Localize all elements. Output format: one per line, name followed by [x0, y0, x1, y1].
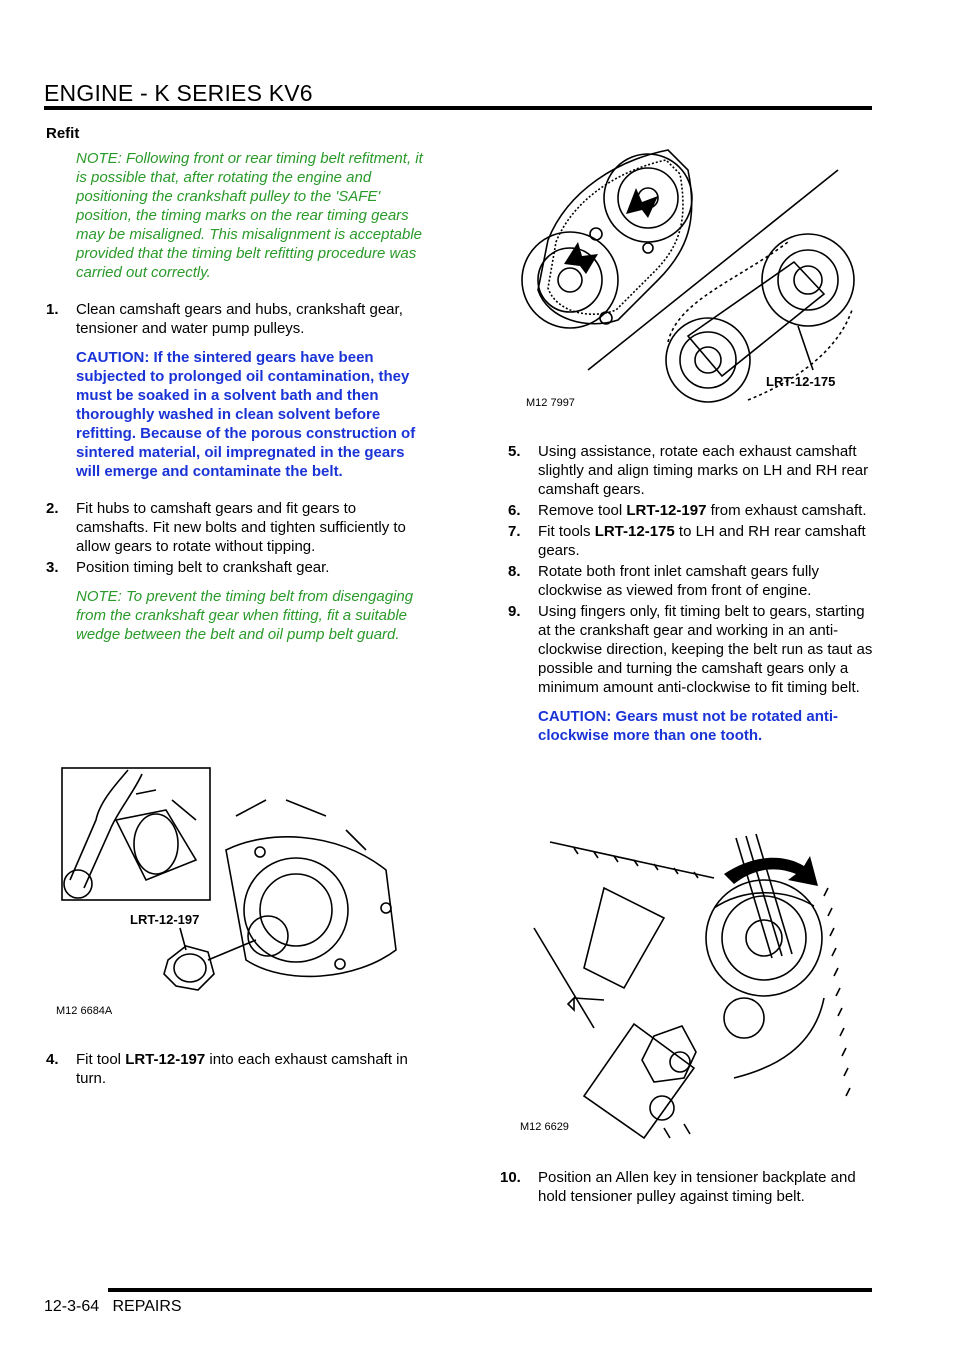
page-footer [44, 1298, 182, 1316]
right-column [508, 442, 878, 763]
tool-code: LRT-12-175 [594, 523, 675, 540]
figure-code: M12 6684A [56, 1005, 113, 1017]
footer-section: REPAIRS [112, 1298, 182, 1315]
figure-tensioner-pulley [514, 828, 874, 1140]
step-4 [46, 1050, 426, 1088]
tool-label: LRT-12-197 [130, 912, 200, 927]
step-number: 9. [508, 603, 521, 620]
step-number: 7. [508, 523, 521, 540]
step-9 [508, 602, 878, 697]
step-2 [46, 499, 426, 556]
step-text: Rotate both front inlet camshaft gears fully clockwise as viewed from front of engine. [538, 563, 819, 599]
tool-code: LRT-12-197 [626, 502, 707, 519]
step-text: Using fingers only, fit timing belt to gears, starting at the crankshaft gear and working in an anti-clockwise direction, keeping the belt run as taut as possible and turning the camshaft gears only a minimum amount anti-clockwise to fit timing belt. [538, 603, 873, 696]
step-text-post: from exhaust camshaft. [706, 502, 867, 519]
step-text-pre: Fit tool [76, 1051, 126, 1068]
step-text-pre: Fit tools [538, 523, 595, 540]
left-column [46, 124, 426, 662]
step-number: 2. [46, 500, 59, 517]
step-number: 5. [508, 443, 521, 460]
step-text: Position timing belt to crankshaft gear. [76, 559, 330, 576]
step-10-block [500, 1168, 878, 1208]
figure-code: M12 7997 [526, 397, 575, 409]
step-text: Clean camshaft gears and hubs, crankshaft gear, tensioner and water pump pulleys. [76, 301, 403, 337]
note-wedge: NOTE: To prevent the timing belt from disengaging from the crankshaft gear when fitting, fit a suitable wedge between the belt and oil pump belt guard. [76, 588, 414, 643]
step-number: 6. [508, 502, 521, 519]
step-4-block [46, 1050, 426, 1090]
step-text-post: to LH and RH rear camshaft gears. [538, 523, 866, 559]
section-heading: Refit [46, 125, 80, 142]
step-number: 8. [508, 563, 521, 580]
caution-sintered-gears: CAUTION: If the sintered gears have been subjected to prolonged oil contamination, they must be soaked in a solvent bath and then thoroughly washed in clean solvent before refitting. Because of the porous construction of sintered material, oil impregnated in the gears will emerge and contaminate the belt. [76, 349, 416, 480]
step-5 [508, 442, 878, 499]
note-timing-marks: NOTE: Following front or rear timing belt refitment, it is possible that, after rotating the engine and positioning the crankshaft pulley to the 'SAFE' position, the timing marks on the rear timing gears may be misaligned. This misalignment is acceptable provided that the timing belt refitting procedure was carried out correctly. [76, 150, 423, 281]
step-text-post: into each exhaust camshaft in turn. [76, 1051, 408, 1087]
step-text-pre: Remove tool [538, 502, 627, 519]
figure-camshaft-gears [508, 130, 878, 412]
page-number: 12-3-64 [44, 1298, 100, 1315]
step-1 [46, 300, 426, 338]
step-8 [508, 562, 878, 600]
step-text: Using assistance, rotate each exhaust camshaft slightly and align timing marks on LH and RH rear camshaft gears. [538, 443, 869, 498]
step-number: 1. [46, 301, 59, 318]
header-rule [44, 106, 872, 110]
step-number: 4. [46, 1051, 59, 1068]
figure-code: M12 6629 [520, 1121, 569, 1133]
step-6 [508, 501, 878, 520]
caution-rotation: CAUTION: Gears must not be rotated anti-clockwise more than one tooth. [538, 708, 839, 744]
footer-rule [108, 1288, 872, 1292]
step-7 [508, 522, 878, 560]
tool-code: LRT-12-197 [125, 1051, 206, 1068]
step-text: Position an Allen key in tensioner backplate and hold tensioner pulley against timing belt. [538, 1169, 856, 1205]
page-header-title: ENGINE - K SERIES KV6 [44, 80, 313, 106]
figure-exhaust-camshaft-tool [56, 760, 416, 1020]
tool-label: LRT-12-175 [766, 374, 836, 389]
step-number: 3. [46, 559, 59, 576]
step-text: Fit hubs to camshaft gears and fit gears to camshafts. Fit new bolts and tighten sufficiently to allow gears to rotate without tipping. [76, 500, 406, 555]
step-10 [500, 1168, 878, 1206]
step-3 [46, 558, 426, 577]
step-number: 10. [500, 1169, 521, 1186]
